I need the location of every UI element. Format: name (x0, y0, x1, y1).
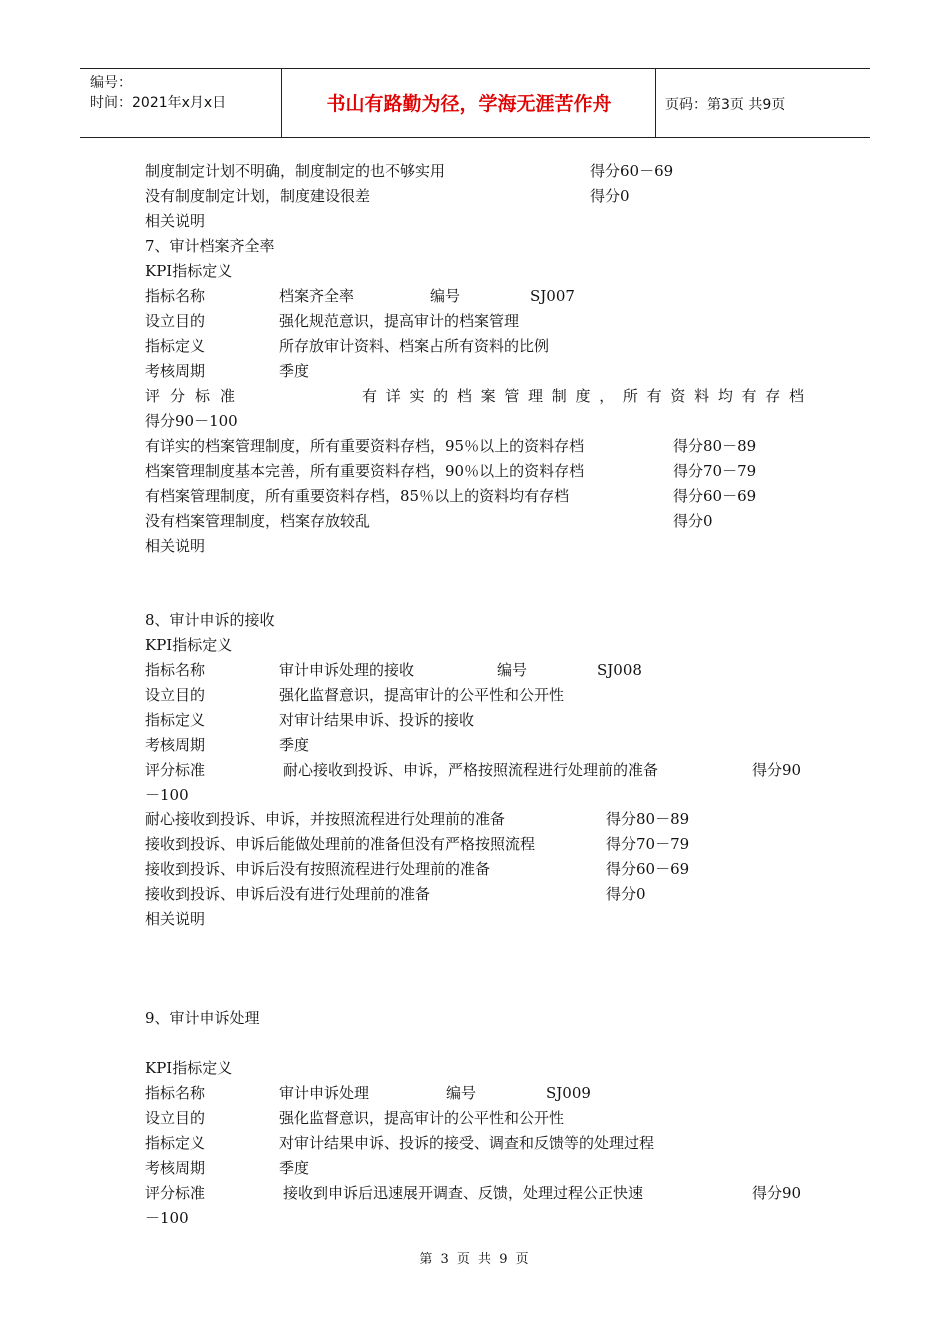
field-label: 编号 (497, 661, 528, 679)
field-label: 指标名称 (145, 287, 206, 305)
field-label: 编号 (430, 287, 461, 305)
criteria-text: 没有制度制定计划，制度建设很差 (145, 187, 371, 205)
motto: 书山有路勤为径，学海无涯苦作舟 (326, 93, 612, 115)
field-label: 考核周期 (145, 1159, 206, 1177)
criteria-score: －100 (145, 786, 189, 804)
criteria-score: 得分80－89 (606, 810, 690, 828)
criteria-score: －100 (145, 1209, 189, 1227)
field-value: 强化监督意识，提高审计的公平性和公开性 (279, 686, 565, 704)
field-value: 对审计结果申诉、投诉的接收 (279, 711, 475, 729)
section-title: 7、审计档案齐全率 (145, 237, 275, 255)
criteria-text: 有详实的档案管理制度，所有资料均有存档 (362, 387, 804, 405)
field-label: 评分标准 (145, 387, 235, 405)
criteria-text: 没有档案管理制度，档案存放较乱 (145, 512, 371, 530)
section-title: 8、审计申诉的接收 (145, 611, 275, 629)
criteria-score: 得分70－79 (673, 462, 757, 480)
field-value: SJ007 (530, 287, 575, 305)
related-notes: 相关说明 (145, 212, 206, 230)
criteria-score: 得分90－100 (145, 412, 238, 430)
criteria-text: 制度制定计划不明确，制度制定的也不够实用 (145, 162, 446, 180)
criteria-score: 得分90 (752, 761, 802, 779)
criteria-score: 得分60－69 (606, 860, 690, 878)
field-value: 审计申诉处理的接收 (279, 661, 415, 679)
field-label: 编号 (446, 1084, 477, 1102)
field-label: 设立目的 (145, 312, 206, 330)
criteria-score: 得分90 (752, 1184, 802, 1202)
criteria-text: 有档案管理制度，所有重要资料存档，85％以上的资料均有存档 (145, 487, 570, 505)
page-footer: 第 3 页 共 9 页 (419, 1252, 531, 1267)
field-label: 设立目的 (145, 1109, 206, 1127)
field-label: 指标名称 (145, 661, 206, 679)
criteria-score: 得分60－69 (673, 487, 757, 505)
field-value: 对审计结果申诉、投诉的接受、调查和反馈等的处理过程 (279, 1134, 655, 1152)
header-left (90, 73, 226, 113)
field-value: 强化监督意识，提高审计的公平性和公开性 (279, 1109, 565, 1127)
field-label: 指标定义 (145, 1134, 206, 1152)
page-header (80, 68, 870, 138)
page-number: 页码：第3页 共9页 (665, 97, 786, 113)
criteria-score: 得分0 (590, 187, 630, 205)
field-value: 季度 (279, 362, 310, 380)
criteria-text: 接收到投诉、申诉后能做处理前的准备但没有严格按照流程 (145, 835, 536, 853)
field-value: 所存放审计资料、档案占所有资料的比例 (279, 337, 550, 355)
kpi-heading: KPI指标定义 (145, 636, 233, 654)
kpi-heading: KPI指标定义 (145, 1059, 233, 1077)
kpi-heading: KPI指标定义 (145, 262, 233, 280)
criteria-text: 耐心接收到投诉、申诉，并按照流程进行处理前的准备 (145, 810, 506, 828)
field-label: 指标定义 (145, 337, 206, 355)
field-label: 考核周期 (145, 736, 206, 754)
criteria-text: 有详实的档案管理制度，所有重要资料存档，95％以上的资料存档 (145, 437, 585, 455)
field-value: SJ008 (597, 661, 642, 679)
criteria-text: 接收到投诉、申诉后没有按照流程进行处理前的准备 (145, 860, 491, 878)
field-value: 季度 (279, 1159, 310, 1177)
header-divider (655, 69, 656, 137)
field-label: 评分标准 (145, 761, 206, 779)
header-divider (281, 69, 282, 137)
related-notes: 相关说明 (145, 910, 206, 928)
criteria-score: 得分0 (606, 885, 646, 903)
criteria-score: 得分0 (673, 512, 713, 530)
field-label: 评分标准 (145, 1184, 206, 1202)
section-title: 9、审计申诉处理 (145, 1009, 260, 1027)
field-value: 审计申诉处理 (279, 1084, 370, 1102)
field-label: 考核周期 (145, 362, 206, 380)
criteria-score: 得分80－89 (673, 437, 757, 455)
code-label: 编号： (90, 75, 132, 91)
field-value: 季度 (279, 736, 310, 754)
criteria-text: 接收到投诉、申诉后没有进行处理前的准备 (145, 885, 431, 903)
related-notes: 相关说明 (145, 537, 206, 555)
field-value: 档案齐全率 (279, 287, 355, 305)
field-value: SJ009 (546, 1084, 591, 1102)
time-text: 时间：2021年x月x日 (90, 95, 227, 111)
criteria-text: 档案管理制度基本完善，所有重要资料存档，90％以上的资料存档 (145, 462, 585, 480)
criteria-text: 接收到申诉后迅速展开调查、反馈，处理过程公正快速 (283, 1184, 644, 1202)
field-label: 指标名称 (145, 1084, 206, 1102)
criteria-score: 得分70－79 (606, 835, 690, 853)
field-value: 强化规范意识，提高审计的档案管理 (279, 312, 520, 330)
criteria-score: 得分60－69 (590, 162, 674, 180)
criteria-text: 耐心接收到投诉、申诉，严格按照流程进行处理前的准备 (283, 761, 659, 779)
field-label: 设立目的 (145, 686, 206, 704)
field-label: 指标定义 (145, 711, 206, 729)
